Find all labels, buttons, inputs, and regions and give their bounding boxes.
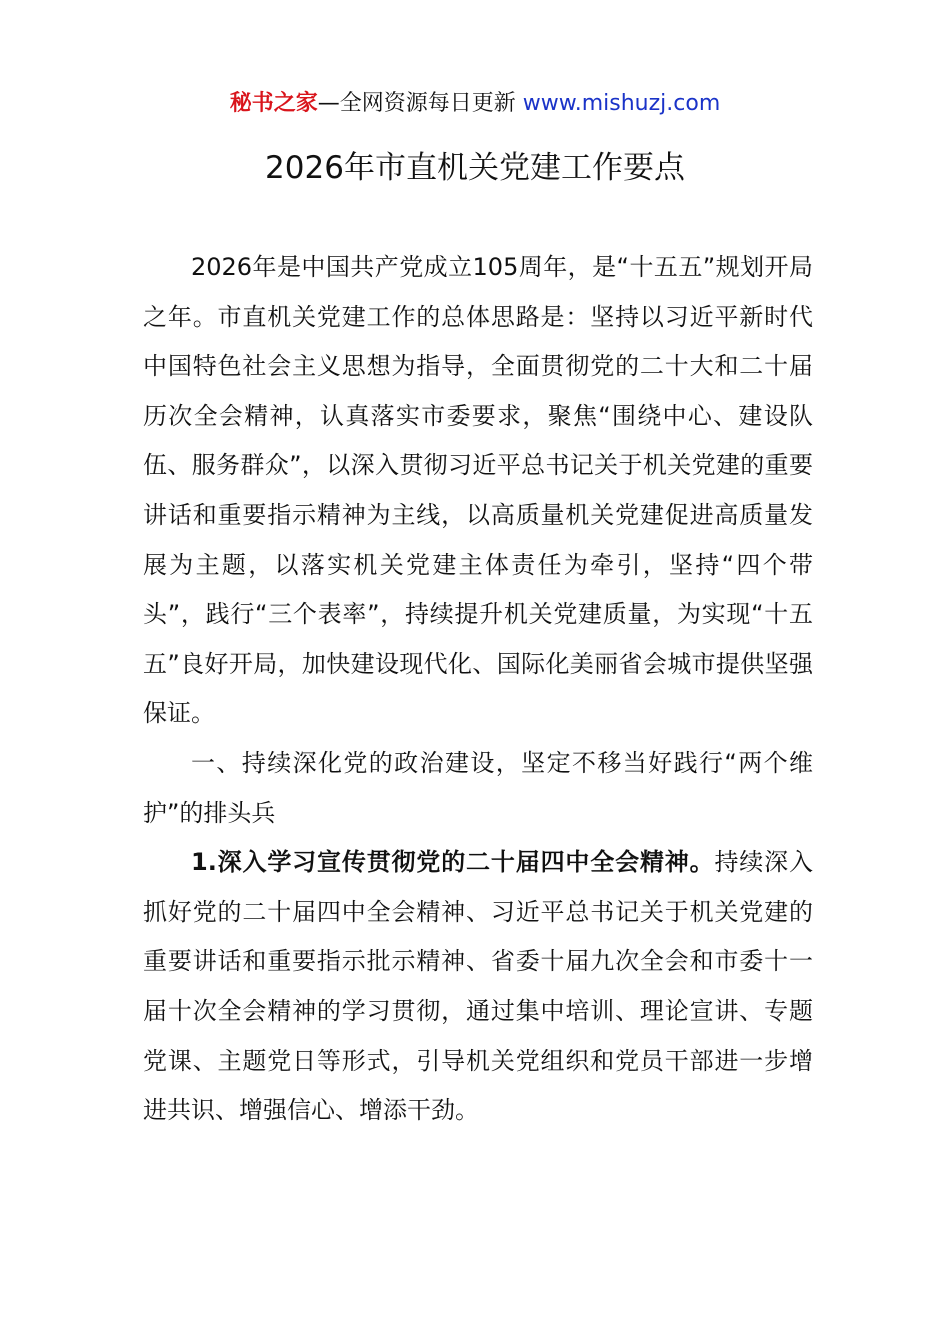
- brand-name: 秘书之家: [229, 91, 318, 116]
- section-1-heading: 一、持续深化党的政治建设，坚定不移当好践行“两个维护”的排头兵: [143, 748, 813, 827]
- intro-paragraph: 2026年是中国共产党成立105周年，是“十五五”规划开局之年。市直机关党建工作的总体思路是：坚持以习近平新时代中国特色社会主义思想为指导，全面贯彻党的二十大和二十届历次全会精神，认真落实市委要求，聚焦“围绕中心、建设队伍、服务群众”，以深入贯彻习近平总书记关于机关党建的重要讲话和重要指示精神为主线，以高质量机关党建促进高质量发展为主题，以落实机关党建主体责任为牵引，坚持“四个带头”，践行“三个表率”，持续提升机关党建质量，为实现“十五五”良好开局，加快建设现代化、国际化美丽省会城市提供坚强保证。: [143, 253, 813, 728]
- header-tagline: —全网资源每日更新: [317, 91, 516, 116]
- item-1-lead: 1.深入学习宣传贯彻党的二十届四中全会精神。: [191, 848, 715, 877]
- item-1-body: 持续深入抓好党的二十届四中全会精神、习近平总书记关于机关党建的重要讲话和重要指示批示精神、省委十届九次全会和市委十一届十次全会精神的学习贯彻，通过集中培训、理论宣讲、专题党课、主题党日等形式，引导机关党组织和党员干部进一步增进共识、增强信心、增添干劲。: [143, 848, 813, 1125]
- item-1-paragraph: [143, 838, 813, 1136]
- document-body: [143, 243, 813, 1136]
- site-url-link[interactable]: www.mishuzj.com: [522, 91, 721, 116]
- site-header: [0, 88, 950, 120]
- document-title: 2026年市直机关党建工作要点: [265, 150, 685, 186]
